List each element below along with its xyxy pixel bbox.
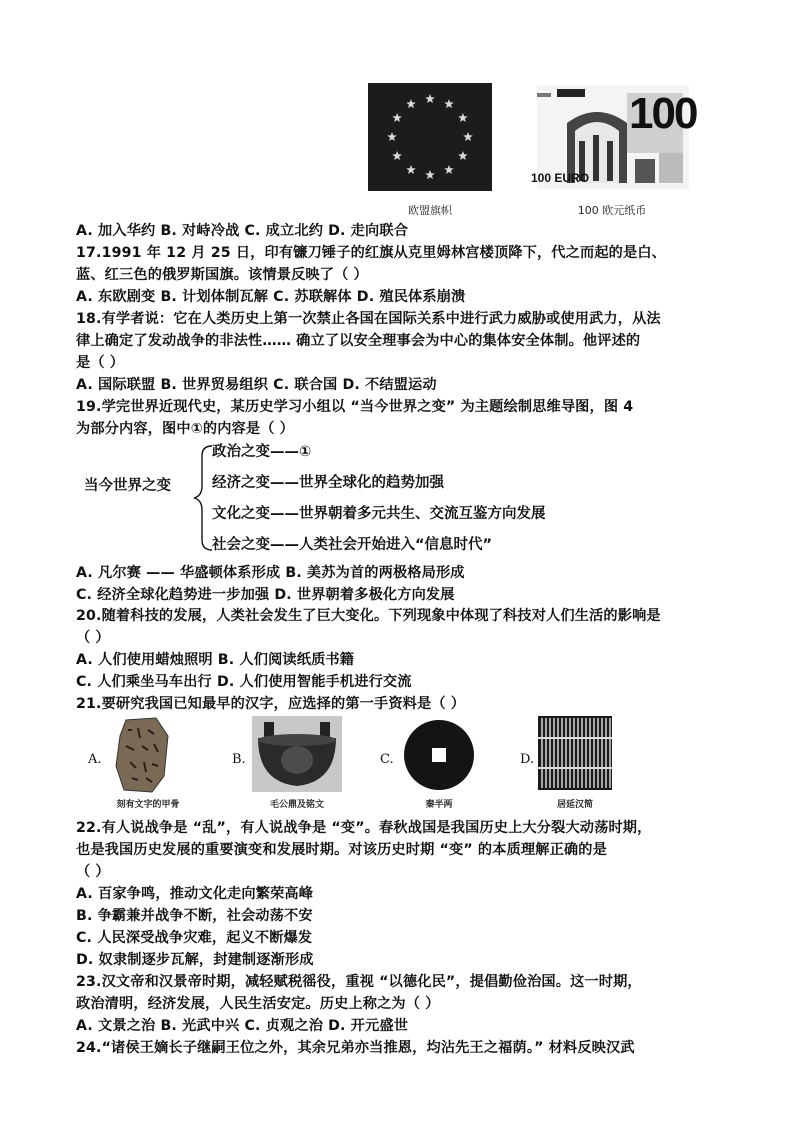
- ding-vessel-image: [252, 716, 342, 792]
- star-icon: [425, 94, 435, 103]
- euro-denomination: 100: [629, 89, 697, 138]
- q23-stem-line2: 政治清明，经济发展，人民生活安定。历史上称之为（ ）: [76, 996, 440, 1012]
- q17-stem-line2: 蓝、红三色的俄罗斯国旗。该情景反映了（ ）: [76, 267, 368, 283]
- mindmap-branch-politics: 政治之变——①: [212, 444, 312, 460]
- ban-liang-coin-image: [402, 718, 476, 792]
- star-icon: [444, 165, 454, 174]
- q23-stem-line1: 23.汉文帝和汉景帝时期，减轻赋税徭役，重视 “以德化民”，提倡勤俭治国。这一时期，: [76, 974, 642, 990]
- euro-caption: 100 欧元纸币: [577, 204, 647, 217]
- q21-caption-c: 秦半两: [425, 800, 453, 810]
- eu-flag-caption: 欧盟旗帜: [408, 204, 452, 217]
- q16-options: A. 加入华约 B. 对峙冷战 C. 成立北约 D. 走向联合: [76, 223, 409, 239]
- bronze-ding-icon: [252, 716, 342, 792]
- euro-small-label: 100 EURO: [531, 171, 590, 185]
- star-icon: [444, 99, 454, 108]
- q18-options: A. 国际联盟 B. 世界贸易组织 C. 联合国 D. 不结盟运动: [76, 377, 437, 393]
- mindmap-branch-economy: 经济之变——世界全球化的趋势加强: [212, 475, 444, 491]
- q22-option-c: C. 人民深受战争灾难，起义不断爆发: [76, 930, 313, 946]
- q23-options: A. 文景之治 B. 光武中兴 C. 贞观之治 D. 开元盛世: [76, 1018, 409, 1034]
- oracle-bone-icon: [112, 716, 174, 794]
- q19-options-line2: C. 经济全球化趋势进一步加强 D. 世界朝着多极化方向发展: [76, 587, 455, 603]
- eu-flag-image: [368, 83, 492, 191]
- q21-caption-a: 刻有文字的甲骨: [116, 800, 180, 810]
- star-circle-icon: [368, 83, 492, 191]
- q20-stem-line2: （ ）: [76, 630, 110, 646]
- q24-stem-line1: 24.“诸侯王嫡长子继嗣王位之外，其余兄弟亦当推恩，均沾先王之福荫。” 材料反映汉武: [76, 1040, 635, 1056]
- mindmap-root: 当今世界之变: [84, 478, 171, 494]
- q21-caption-d: 居延汉简: [556, 800, 593, 810]
- coin-icon: [402, 718, 476, 792]
- q22-option-a: A. 百家争鸣，推动文化走向繁荣高峰: [76, 886, 314, 902]
- star-icon: [463, 132, 473, 141]
- q21-label-c: C.: [380, 752, 394, 767]
- mindmap-branch-culture: 文化之变——世界朝着多元共生、交流互鉴方向发展: [212, 506, 546, 522]
- juyan-bamboo-slips-image: [538, 716, 612, 790]
- q21-label-d: D.: [520, 752, 535, 767]
- q19-stem-line2: 为部分内容，图中①的内容是（ ）: [76, 421, 294, 437]
- q18-stem-line3: 是（ ）: [76, 355, 125, 371]
- star-icon: [425, 170, 435, 179]
- q21-stem: 21.要研究我国已知最早的汉字，应选择的第一手资料是（ ）: [76, 696, 466, 712]
- bamboo-slips-icon: [538, 716, 612, 790]
- star-icon: [392, 113, 402, 122]
- q17-stem-line1: 17.1991 年 12 月 25 日，印有镰刀锤子的红旗从克里姆林宫楼顶降下，代之而起的是白、: [76, 245, 667, 261]
- q19-options-line1: A. 凡尔赛 —— 华盛顿体系形成 B. 美苏为首的两极格局形成: [76, 565, 465, 581]
- star-icon: [458, 151, 468, 160]
- q20-options-line1: A. 人们使用蜡烛照明 B. 人们阅读纸质书籍: [76, 652, 355, 668]
- q21-label-b: B.: [232, 752, 246, 767]
- star-icon: [387, 132, 397, 141]
- q17-options: A. 东欧剧变 B. 计划体制瓦解 C. 苏联解体 D. 殖民体系崩溃: [76, 289, 466, 305]
- star-icon: [392, 151, 402, 160]
- q18-stem-line2: 律上确定了发动战争的非法性…… 确立了以安全理事会为中心的集体安全体制。他评述的: [76, 333, 641, 349]
- q21-label-a: A.: [88, 752, 102, 767]
- star-icon: [458, 113, 468, 122]
- star-icon: [406, 165, 416, 174]
- q22-option-d: D. 奴隶制逐步瓦解，封建制逐渐形成: [76, 952, 314, 968]
- q22-stem-line1: 22.有人说战争是 “乱”，有人说战争是 “变”。春秋战国是我国历史上大分裂大动荡时期，: [76, 820, 652, 836]
- q21-caption-b: 毛公鼎及铭文: [269, 800, 324, 810]
- q18-stem-line1: 18.有学者说：它在人类历史上第一次禁止各国在国际关系中进行武力威胁或使用武力，从法: [76, 311, 661, 327]
- q20-options-line2: C. 人们乘坐马车出行 D. 人们使用智能手机进行交流: [76, 674, 412, 690]
- q20-stem-line1: 20.随着科技的发展，人类社会发生了巨大变化。下列现象中体现了科技对人们生活的影响是: [76, 608, 661, 624]
- mindmap: [76, 440, 636, 558]
- oracle-bone-image: [112, 716, 174, 794]
- q19-stem-line1: 19.学完世界近现代史，某历史学习小组以 “当今世界之变” 为主题绘制思维导图，图 4: [76, 399, 634, 415]
- euro-banknote-image: [527, 83, 695, 191]
- q22-stem-line2: 也是我国历史发展的重要演变和发展时期。对该历史时期 “变” 的本质理解正确的是: [76, 842, 607, 858]
- q22-option-b: B. 争霸兼并战争不断，社会动荡不安: [76, 908, 313, 924]
- q22-stem-line3: （ ）: [76, 864, 110, 880]
- star-icon: [406, 99, 416, 108]
- mindmap-branch-society: 社会之变——人类社会开始进入“信息时代”: [212, 537, 493, 553]
